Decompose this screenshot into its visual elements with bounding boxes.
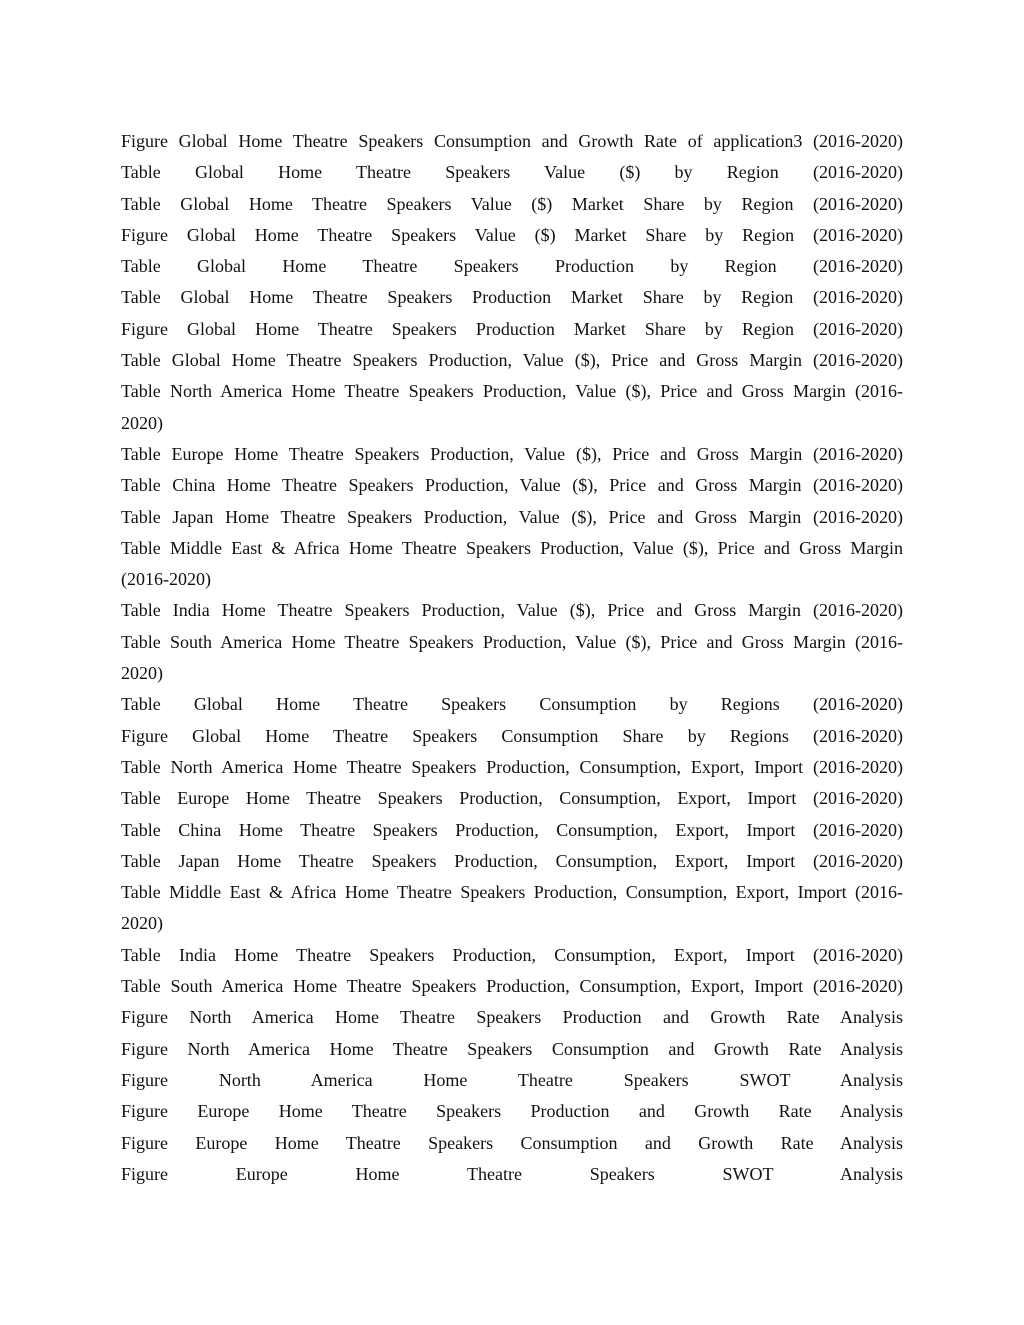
list-entry-3: Table Global Home Theatre Speakers Value ($) Market Share by Region (2016-2020): [121, 193, 903, 214]
list-entry-18: Table North America Home Theatre Speakers Production, Consumption, Export, Import (2016-2020): [121, 756, 903, 777]
list-entry-9-line-1: Table North America Home Theatre Speakers Production, Value ($), Price and Gross Margin (2016-: [121, 381, 903, 402]
list-entry-15: [121, 627, 903, 690]
list-entry-13-line-1: Table Middle East & Africa Home Theatre Speakers Production, Value ($), Price and Gross Margin: [121, 537, 903, 558]
list-entry-9: [121, 376, 903, 439]
list-entry-29: Figure Europe Home Theatre Speakers Consumption and Growth Rate Analysis: [121, 1132, 903, 1153]
list-entry-10: Table Europe Home Theatre Speakers Production, Value ($), Price and Gross Margin (2016-2020): [121, 443, 903, 464]
list-entry-15-line-2: 2020): [121, 663, 163, 684]
list-entry-17: Figure Global Home Theatre Speakers Consumption Share by Regions (2016-2020): [121, 725, 903, 746]
list-entry-7: Figure Global Home Theatre Speakers Production Market Share by Region (2016-2020): [121, 318, 903, 339]
list-entry-21: Table Japan Home Theatre Speakers Production, Consumption, Export, Import (2016-2020): [121, 850, 903, 871]
list-entry-6: Table Global Home Theatre Speakers Production Market Share by Region (2016-2020): [121, 287, 903, 308]
list-entry-13-line-2: (2016-2020): [121, 569, 211, 590]
list-entry-15-line-1: Table South America Home Theatre Speakers Production, Value ($), Price and Gross Margin (2016-: [121, 631, 903, 652]
list-entry-28: Figure Europe Home Theatre Speakers Production and Growth Rate Analysis: [121, 1101, 903, 1122]
list-entry-27: Figure North America Home Theatre Speakers SWOT Analysis: [121, 1069, 903, 1090]
list-entry-26: Figure North America Home Theatre Speakers Consumption and Growth Rate Analysis: [121, 1038, 903, 1059]
list-entry-11: Table China Home Theatre Speakers Production, Value ($), Price and Gross Margin (2016-2020): [121, 475, 903, 496]
list-entry-2: Table Global Home Theatre Speakers Value ($) by Region (2016-2020): [121, 162, 903, 183]
list-entry-22-line-2: 2020): [121, 913, 163, 934]
list-entry-14: Table India Home Theatre Speakers Production, Value ($), Price and Gross Margin (2016-2020): [121, 600, 903, 621]
list-entry-4: Figure Global Home Theatre Speakers Value ($) Market Share by Region (2016-2020): [121, 224, 903, 245]
list-entry-8: Table Global Home Theatre Speakers Production, Value ($), Price and Gross Margin (2016-2020): [121, 350, 903, 371]
list-entry-22: [121, 877, 903, 940]
list-entry-22-line-1: Table Middle East & Africa Home Theatre Speakers Production, Consumption, Export, Import (2016-: [121, 882, 903, 903]
list-entry-20: Table China Home Theatre Speakers Production, Consumption, Export, Import (2016-2020): [121, 819, 903, 840]
list-entry-24: Table South America Home Theatre Speakers Production, Consumption, Export, Import (2016-2020): [121, 976, 903, 997]
list-entry-9-line-2: 2020): [121, 412, 163, 433]
document-page: [121, 126, 903, 1190]
list-entry-12: Table Japan Home Theatre Speakers Production, Value ($), Price and Gross Margin (2016-2020): [121, 506, 903, 527]
list-entry-1: Figure Global Home Theatre Speakers Consumption and Growth Rate of application3 (2016-2020): [121, 131, 903, 151]
list-entry-13: [121, 533, 903, 596]
list-entry-5: Table Global Home Theatre Speakers Production by Region (2016-2020): [121, 256, 903, 277]
list-entry-25: Figure North America Home Theatre Speakers Production and Growth Rate Analysis: [121, 1007, 903, 1028]
list-entry-19: Table Europe Home Theatre Speakers Production, Consumption, Export, Import (2016-2020): [121, 788, 903, 809]
list-entry-30: Figure Europe Home Theatre Speakers SWOT Analysis: [121, 1163, 903, 1184]
list-entry-16: Table Global Home Theatre Speakers Consumption by Regions (2016-2020): [121, 694, 903, 715]
list-entry-23: Table India Home Theatre Speakers Production, Consumption, Export, Import (2016-2020): [121, 944, 903, 965]
